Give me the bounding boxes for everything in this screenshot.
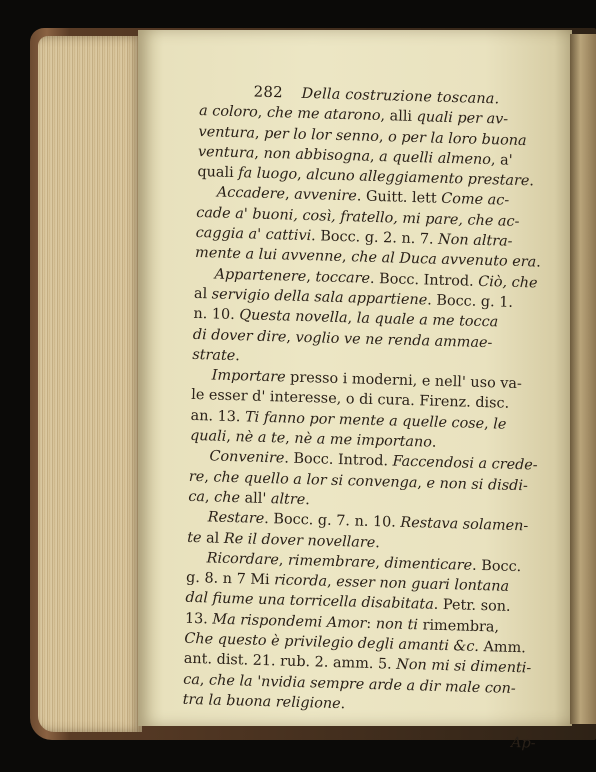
- italic-segment: te: [187, 529, 202, 546]
- italic-segment: strate: [192, 346, 236, 364]
- italic-segment: che la 'nvidia sempre arde a dir male con-: [208, 672, 516, 697]
- italic-segment: nè a me importano: [294, 430, 433, 451]
- italic-segment: Non mi si dimenti-: [396, 657, 532, 677]
- italic-segment: Accadere: [216, 185, 286, 203]
- italic-segment: rimembrare: [287, 552, 376, 571]
- roman-segment: ,: [204, 489, 215, 506]
- italic-segment: Come ac-: [441, 191, 510, 210]
- italic-segment: Non altra-: [437, 231, 513, 250]
- italic-segment: nè a te: [235, 429, 286, 447]
- italic-segment: Restare: [207, 509, 265, 528]
- roman-segment: ,: [326, 573, 337, 591]
- italic-segment: dal fiume una torricella disabitata: [185, 590, 434, 614]
- roman-segment: le esser d' interesse, o di cura. Firenz. disc.: [190, 387, 510, 413]
- roman-segment: ,: [341, 249, 352, 266]
- roman-segment: ant. dist. 21. rub. 2. amm. 5.: [183, 651, 397, 674]
- roman-segment: .: [535, 254, 541, 271]
- page-edges: [38, 36, 142, 732]
- italic-segment: Che questo è privilegio degli amanti &c.: [184, 630, 480, 656]
- page-number: 282: [253, 82, 284, 102]
- italic-segment: re: [188, 468, 205, 485]
- roman-segment: quali: [197, 164, 239, 182]
- italic-segment: alcuno alleggiamento prestare: [306, 167, 530, 190]
- italic-segment: la quale a me tocca: [356, 310, 499, 331]
- roman-segment: .: [340, 696, 346, 713]
- roman-segment: ,: [254, 145, 264, 162]
- roman-segment: Amm.: [478, 639, 526, 657]
- italic-segment: Questa novella: [239, 307, 348, 327]
- roman-segment: ,: [226, 428, 236, 446]
- italic-segment: che me atarono: [266, 105, 381, 125]
- roman-segment: . Petr. son.: [433, 597, 511, 616]
- italic-segment: caggia a' cattivi: [195, 225, 312, 245]
- roman-segment: al: [193, 285, 213, 303]
- roman-segment: . Bocc. g. 1.: [427, 292, 514, 311]
- roman-segment: , a': [490, 152, 513, 169]
- italic-segment: mente a lui avvenne: [194, 245, 343, 266]
- italic-segment: o per la loro buona: [387, 128, 527, 149]
- catchword: Ap-: [510, 735, 536, 752]
- italic-segment: voglio ve ne renda ammae-: [295, 329, 493, 351]
- roman-segment: :: [366, 615, 377, 632]
- italic-segment: Ti fanno por mente a quelle cose: [244, 409, 485, 432]
- roman-segment: presso i moderni, e nell' uso va-: [285, 369, 523, 393]
- roman-segment: ,: [483, 415, 494, 433]
- right-page-edge: [570, 34, 596, 724]
- roman-segment: n. 10.: [193, 306, 240, 324]
- italic-segment: a coloro: [198, 103, 259, 121]
- roman-segment: ,: [199, 671, 210, 689]
- italic-segment: ventura: [198, 123, 256, 142]
- roman-segment: ,: [378, 128, 389, 145]
- italic-segment: avvenire: [293, 187, 358, 205]
- italic-segment: e non si disdi-: [426, 475, 529, 494]
- italic-segment: servigio della sala appartiene: [211, 286, 428, 309]
- italic-segment: Faccendosi a crede-: [392, 453, 538, 474]
- roman-segment: .: [431, 434, 437, 451]
- roman-segment: ,: [278, 552, 289, 569]
- roman-segment: .: [305, 492, 311, 509]
- italic-segment: a quelli almeno: [378, 148, 492, 169]
- italic-segment: Re il dover novellare: [223, 530, 376, 551]
- italic-segment: Importare: [211, 367, 286, 386]
- roman-segment: , alli: [380, 108, 417, 126]
- roman-segment: . Bocc. g. 2. n. 7.: [310, 228, 439, 248]
- italic-segment: quali per av-: [416, 109, 509, 128]
- italic-segment: altre: [270, 491, 306, 509]
- roman-segment: ,: [296, 166, 307, 184]
- italic-segment: che: [213, 489, 241, 507]
- roman-segment: 13.: [184, 610, 213, 628]
- running-title: Della costruzione toscana.: [301, 85, 500, 108]
- roman-segment: ,: [257, 104, 268, 122]
- roman-segment: . Bocc.: [471, 557, 522, 575]
- roman-segment: all': [239, 490, 272, 508]
- roman-segment: ,: [284, 186, 295, 204]
- roman-segment: ,: [417, 474, 427, 492]
- roman-segment: .: [529, 173, 535, 190]
- italic-segment: fa luogo: [238, 165, 298, 183]
- italic-segment: cade a' buoni, così, fratello, mi pare, che ac-: [196, 204, 520, 230]
- roman-segment: ,: [285, 430, 295, 447]
- page-text: [181, 80, 559, 754]
- roman-segment: ,: [286, 329, 296, 346]
- roman-segment: al: [201, 529, 225, 547]
- roman-segment: an. 13.: [190, 407, 246, 426]
- italic-segment: non ti: [375, 615, 419, 634]
- roman-segment: .: [235, 347, 241, 365]
- roman-segment: ,: [254, 125, 265, 142]
- italic-segment: dimenticare: [384, 555, 473, 574]
- italic-segment: Convenire: [209, 448, 285, 467]
- italic-segment: ca: [188, 488, 206, 506]
- roman-segment: rimembra,: [417, 617, 500, 636]
- italic-segment: esser non guari lontana: [336, 574, 510, 595]
- italic-segment: ca: [183, 671, 201, 688]
- italic-segment: che quello a lor si convenga: [213, 469, 418, 491]
- italic-segment: tra la buona religione: [182, 691, 341, 713]
- italic-segment: Ma rispondemi Amor: [212, 611, 367, 632]
- roman-segment: ,: [369, 148, 380, 165]
- italic-segment: non abbisogna: [263, 145, 371, 165]
- italic-segment: Restava solamen-: [400, 515, 529, 535]
- italic-segment: Appartenere: [214, 266, 307, 285]
- italic-segment: che al Duca avvenuto era: [350, 249, 537, 271]
- roman-segment: . Bocc. Introd.: [284, 450, 393, 470]
- roman-segment: ,: [306, 268, 316, 285]
- roman-segment: g. 8. n 7 Mi: [185, 569, 275, 589]
- italic-segment: ventura: [197, 143, 255, 162]
- italic-segment: toccare: [315, 268, 371, 287]
- italic-segment: Ricordare: [206, 550, 280, 569]
- italic-segment: quali: [189, 427, 227, 445]
- italic-segment: ricorda: [273, 572, 328, 590]
- roman-segment: ,: [347, 310, 357, 327]
- italic-segment: per lo lor senno: [263, 125, 380, 145]
- roman-segment: . Bocc. Introd.: [369, 270, 479, 290]
- roman-segment: ,: [375, 554, 385, 572]
- roman-segment: ,: [204, 468, 214, 486]
- italic-segment: le: [493, 416, 507, 433]
- body-text: [182, 101, 559, 720]
- italic-segment: Ciò, che: [478, 273, 538, 292]
- roman-segment: . Guitt. lett: [356, 188, 442, 208]
- roman-segment: . Bocc. g. 7. n. 10.: [264, 511, 401, 531]
- italic-segment: di dover dire: [192, 326, 287, 346]
- roman-segment: .: [375, 534, 381, 551]
